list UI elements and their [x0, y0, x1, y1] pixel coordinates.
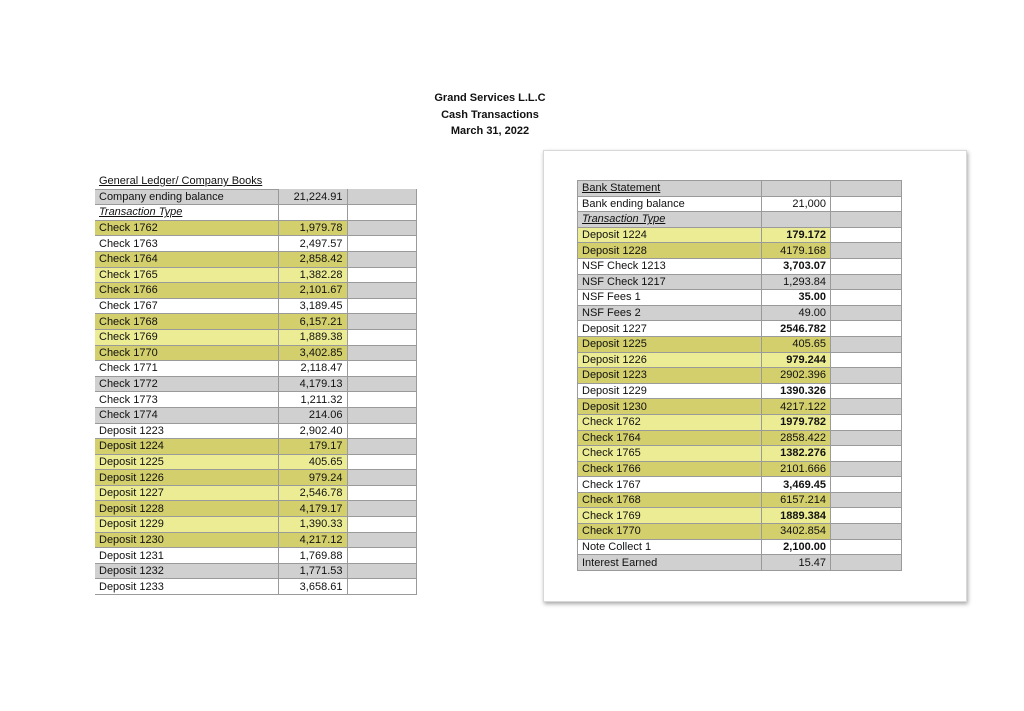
- ledger-balance-label: Company ending balance: [95, 189, 278, 205]
- ledger-row-label: Deposit 1232: [95, 563, 278, 579]
- bank-row-amount: 2101.666: [762, 461, 831, 477]
- bank-row: [578, 539, 902, 555]
- ledger-row-amount: 2,118.47: [278, 361, 347, 377]
- ledger-row-amount: 1,211.32: [278, 392, 347, 408]
- ledger-row: [95, 251, 416, 267]
- bank-row-label: Note Collect 1: [578, 539, 762, 555]
- bank-row-label: Deposit 1226: [578, 352, 762, 368]
- ledger-balance-row: [95, 189, 416, 205]
- ledger-row: [95, 376, 416, 392]
- bank-row: [578, 461, 902, 477]
- ledger-row-label: Check 1770: [95, 345, 278, 361]
- bank-row-amount: 179.172: [762, 227, 831, 243]
- bank-row-label: Interest Earned: [578, 555, 762, 571]
- bank-statement-table: [577, 180, 902, 571]
- ledger-row-label: Deposit 1225: [95, 454, 278, 470]
- bank-type-header: Transaction Type: [578, 212, 762, 228]
- bank-row-amount: 405.65: [762, 336, 831, 352]
- ledger-row: [95, 532, 416, 548]
- ledger-row: [95, 267, 416, 283]
- ledger-row-label: Check 1771: [95, 361, 278, 377]
- bank-balance-value: 21,000: [762, 196, 831, 212]
- ledger-row-label: Check 1767: [95, 298, 278, 314]
- ledger-row-amount: 1,979.78: [278, 220, 347, 236]
- bank-row-amount: 4217.122: [762, 399, 831, 415]
- bank-row-label: Deposit 1223: [578, 368, 762, 384]
- report-date: March 31, 2022: [450, 125, 530, 137]
- ledger-row-label: Deposit 1231: [95, 548, 278, 564]
- bank-row-amount: 2902.396: [762, 368, 831, 384]
- company-name: Grand Services L.L.C: [434, 92, 546, 104]
- ledger-row: [95, 236, 416, 252]
- bank-row-amount: 4179.168: [762, 243, 831, 259]
- ledger-row-amount: 979.24: [278, 470, 347, 486]
- bank-row: [578, 555, 902, 571]
- ledger-row: [95, 283, 416, 299]
- ledger-row-label: Check 1766: [95, 283, 278, 299]
- ledger-row-label: Check 1762: [95, 220, 278, 236]
- bank-row: [578, 430, 902, 446]
- bank-statement-sheet: [543, 150, 967, 602]
- bank-row-label: NSF Fees 1: [578, 290, 762, 306]
- ledger-row-amount: 179.17: [278, 439, 347, 455]
- bank-row-label: NSF Check 1213: [578, 258, 762, 274]
- bank-row-label: NSF Check 1217: [578, 274, 762, 290]
- ledger-row-label: Check 1763: [95, 236, 278, 252]
- ledger-row: [95, 579, 416, 595]
- bank-row: [578, 383, 902, 399]
- bank-row: [578, 368, 902, 384]
- ledger-row-amount: 1,769.88: [278, 548, 347, 564]
- bank-row-label: Deposit 1227: [578, 321, 762, 337]
- ledger-row: [95, 392, 416, 408]
- bank-row-amount: 1390.326: [762, 383, 831, 399]
- bank-row-amount: 35.00: [762, 290, 831, 306]
- ledger-row: [95, 548, 416, 564]
- ledger-row-amount: 1,390.33: [278, 517, 347, 533]
- ledger-row-label: Deposit 1233: [95, 579, 278, 595]
- bank-row-amount: 3402.854: [762, 524, 831, 540]
- ledger-row: [95, 470, 416, 486]
- ledger-row: [95, 220, 416, 236]
- ledger-row-amount: 1,889.38: [278, 329, 347, 345]
- ledger-row: [95, 361, 416, 377]
- ledger-row: [95, 345, 416, 361]
- ledger-row-amount: 1,382.28: [278, 267, 347, 283]
- bank-row-label: Check 1767: [578, 477, 762, 493]
- bank-row-amount: 1,293.84: [762, 274, 831, 290]
- bank-row: [578, 290, 902, 306]
- bank-row-label: Check 1769: [578, 508, 762, 524]
- bank-row-label: Deposit 1225: [578, 336, 762, 352]
- bank-row: [578, 305, 902, 321]
- ledger-row-amount: 2,101.67: [278, 283, 347, 299]
- ledger-caption-row: [95, 174, 416, 189]
- ledger-row-amount: 1,771.53: [278, 563, 347, 579]
- ledger-row: [95, 454, 416, 470]
- bank-row-label: Deposit 1230: [578, 399, 762, 415]
- ledger-row-amount: 4,179.13: [278, 376, 347, 392]
- bank-row-label: Deposit 1224: [578, 227, 762, 243]
- bank-row-label: Check 1768: [578, 492, 762, 508]
- ledger-balance-value: 21,224.91: [278, 189, 347, 205]
- bank-row: [578, 477, 902, 493]
- ledger-row-label: Check 1768: [95, 314, 278, 330]
- bank-row: [578, 274, 902, 290]
- bank-row-amount: 979.244: [762, 352, 831, 368]
- bank-row-label: Check 1762: [578, 414, 762, 430]
- ledger-row-label: Check 1764: [95, 251, 278, 267]
- ledger-row-label: Check 1765: [95, 267, 278, 283]
- bank-row-amount: 1382.276: [762, 446, 831, 462]
- ledger-row-label: Deposit 1226: [95, 470, 278, 486]
- bank-row-label: Deposit 1228: [578, 243, 762, 259]
- ledger-row: [95, 517, 416, 533]
- ledger-row-amount: 405.65: [278, 454, 347, 470]
- report-name: Cash Transactions: [441, 108, 539, 121]
- bank-type-header-row: [578, 212, 902, 228]
- ledger-row: [95, 407, 416, 423]
- ledger-row: [95, 314, 416, 330]
- ledger-row: [95, 563, 416, 579]
- bank-caption-row: [578, 181, 902, 197]
- ledger-row-amount: 214.06: [278, 407, 347, 423]
- ledger-row-label: Check 1774: [95, 407, 278, 423]
- ledger-row-amount: 6,157.21: [278, 314, 347, 330]
- bank-row: [578, 321, 902, 337]
- ledger-row-amount: 3,402.85: [278, 345, 347, 361]
- ledger-row: [95, 501, 416, 517]
- ledger-row: [95, 329, 416, 345]
- bank-row-label: Check 1764: [578, 430, 762, 446]
- ledger-row-amount: 3,189.45: [278, 298, 347, 314]
- ledger-row-amount: 2,497.57: [278, 236, 347, 252]
- ledger-row-label: Check 1773: [95, 392, 278, 408]
- ledger-row-amount: 4,179.17: [278, 501, 347, 517]
- bank-row: [578, 508, 902, 524]
- bank-row: [578, 258, 902, 274]
- ledger-row-amount: 4,217.12: [278, 532, 347, 548]
- bank-row-amount: 1979.782: [762, 414, 831, 430]
- bank-row: [578, 399, 902, 415]
- bank-row-amount: 6157.214: [762, 492, 831, 508]
- ledger-caption: General Ledger/ Company Books: [95, 174, 278, 189]
- bank-row-label: Check 1765: [578, 446, 762, 462]
- ledger-row-label: Deposit 1229: [95, 517, 278, 533]
- ledger-type-header: Transaction Type: [95, 205, 278, 221]
- bank-row-amount: 3,469.45: [762, 477, 831, 493]
- bank-row-amount: 2546.782: [762, 321, 831, 337]
- bank-row: [578, 524, 902, 540]
- ledger-row: [95, 423, 416, 439]
- ledger-row-label: Deposit 1223: [95, 423, 278, 439]
- ledger-row-label: Deposit 1228: [95, 501, 278, 517]
- ledger-row-label: Check 1772: [95, 376, 278, 392]
- ledger-row-label: Deposit 1230: [95, 532, 278, 548]
- bank-row: [578, 336, 902, 352]
- bank-row-amount: 3,703.07: [762, 258, 831, 274]
- ledger-type-header-row: [95, 205, 416, 221]
- ledger-row-amount: 2,546.78: [278, 485, 347, 501]
- ledger-row: [95, 485, 416, 501]
- bank-row: [578, 243, 902, 259]
- ledger-row: [95, 298, 416, 314]
- bank-row-label: Check 1770: [578, 524, 762, 540]
- bank-caption: Bank Statement: [578, 181, 762, 197]
- ledger-row-label: Deposit 1224: [95, 439, 278, 455]
- bank-row-amount: 2858.422: [762, 430, 831, 446]
- bank-balance-label: Bank ending balance: [578, 196, 762, 212]
- ledger-row-label: Check 1769: [95, 329, 278, 345]
- bank-row-amount: 49.00: [762, 305, 831, 321]
- bank-row: [578, 227, 902, 243]
- ledger-row: [95, 439, 416, 455]
- ledger-row-amount: 2,858.42: [278, 251, 347, 267]
- bank-row-label: NSF Fees 2: [578, 305, 762, 321]
- ledger-row-amount: 2,902.40: [278, 423, 347, 439]
- ledger-row-label: Deposit 1227: [95, 485, 278, 501]
- bank-row: [578, 352, 902, 368]
- report-title: [380, 90, 600, 140]
- bank-row-amount: 1889.384: [762, 508, 831, 524]
- ledger-row-amount: 3,658.61: [278, 579, 347, 595]
- bank-balance-row: [578, 196, 902, 212]
- bank-row-amount: 15.47: [762, 555, 831, 571]
- bank-row-label: Check 1766: [578, 461, 762, 477]
- general-ledger-table: [95, 174, 417, 595]
- bank-row-label: Deposit 1229: [578, 383, 762, 399]
- bank-row: [578, 492, 902, 508]
- bank-row-amount: 2,100.00: [762, 539, 831, 555]
- bank-row: [578, 414, 902, 430]
- bank-row: [578, 446, 902, 462]
